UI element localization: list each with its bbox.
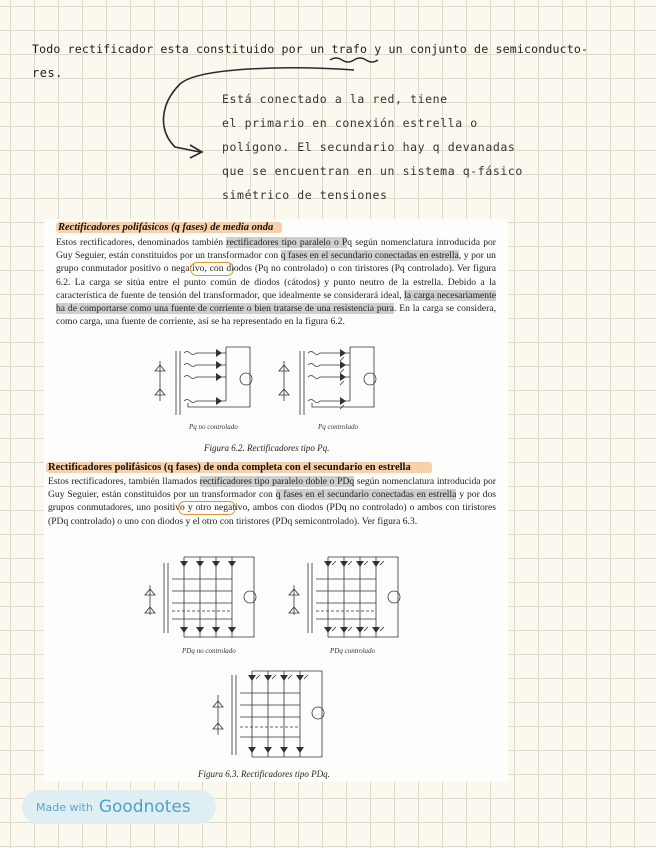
figure-6-3-right-label: PDq controlado xyxy=(330,647,376,655)
figure-6-2-left-label: Pq no controlado xyxy=(189,423,238,431)
handwritten-line-1: Todo rectificador esta constituido por un trafo y un conjunto de semiconducto- xyxy=(32,42,589,56)
figure-6-3-right-circuit xyxy=(288,549,412,645)
paragraph-text: según nomenclatura introducida por Guy Seguier, están constituidos por un transformador con xyxy=(48,476,496,501)
annotation-circle xyxy=(178,501,236,515)
paragraph-text: q según nomenclatura introducida por Guy Seguier, están constituidos por un transformador con xyxy=(56,237,497,262)
section2-title: Rectificadores polifásicos (q fases) de onda completa con el secundario en estrella xyxy=(48,462,411,473)
highlighted-text: rectificadores tipo paralelo doble o PDq xyxy=(199,476,355,487)
badge-brand: Goodnotes xyxy=(98,797,191,817)
paragraph-text: Estos rectificadores, también llamados xyxy=(48,476,200,487)
annotation-circle xyxy=(190,262,234,276)
figure-6-3-caption: Figura 6.3. Rectificadores tipo PDq. xyxy=(198,769,330,779)
figure-6-3-bottom-circuit xyxy=(212,665,336,765)
paragraph-text: . En la carga se considera, como carga, una fuente de corriente, así se ha representado en la figura 6.2. xyxy=(56,303,496,328)
handwritten-note xyxy=(0,0,656,210)
note-line-1: Está conectado a la red, tiene xyxy=(222,92,448,106)
highlighted-text: la carga necesariamente ha de comportarse como una fuente de corriente o bien tratarse de una resistencia pura xyxy=(56,289,497,315)
badge-made-with: Made with xyxy=(36,800,93,814)
section2-paragraph xyxy=(48,475,496,528)
highlighted-text: q fases en el secundario conectadas en estrella xyxy=(280,250,459,262)
handwritten-line-2: res. xyxy=(32,66,63,80)
note-line-4: que se encuentran en un sistema q-fásico xyxy=(222,164,523,178)
figure-6-3-left-circuit xyxy=(144,549,268,645)
figure-6-2-right-label: Pq controlado xyxy=(318,423,358,431)
paragraph-text: Estos rectificadores, denominados también xyxy=(56,237,227,248)
section1-title: Rectificadores polifásicos (q fases) de media onda xyxy=(58,222,274,233)
highlighted-text: rectificadores tipo paralelo o P xyxy=(226,237,348,248)
figure-6-2-caption: Figura 6.2. Rectificadores tipo Pq. xyxy=(204,443,330,453)
figure-6-2-left-circuit xyxy=(154,343,258,419)
pasted-document xyxy=(44,219,508,782)
paragraph-text: y por dos grupos conmutadores, uno positivo y otro negativo, ambos con diodos (PDq no controlado) o ambos con tiristores (PDq controlado) o uno con diodos y el otro con tiristores (PDq semicontrolado). Ver figura 6.3. xyxy=(48,489,496,527)
note-line-3: polígono. El secundario hay q devanadas xyxy=(222,140,516,154)
section1-paragraph xyxy=(56,236,496,328)
note-line-5: simétrico de tensiones xyxy=(222,188,388,202)
figure-6-2-right-circuit xyxy=(278,343,382,419)
highlighted-text: q fases en el secundario conectadas en estrella xyxy=(275,489,457,501)
figure-6-3-left-label: PDq no controlado xyxy=(182,647,236,655)
goodnotes-badge[interactable] xyxy=(22,790,216,824)
note-line-2: el primario en conexión estrella o xyxy=(222,116,478,130)
paragraph-text: , y por un grupo conmutador positivo o negativo, con diodos (Pq no controlado) o con tiristores (Pq controlado). Ver figura 6.2. La carga se sitúa entre el punto común de diodos (cátodos) y punto neutro de la estrella. Debido a la característica de fuente de tensión del transformador, que idealmente se considerará ideal, xyxy=(56,250,496,301)
